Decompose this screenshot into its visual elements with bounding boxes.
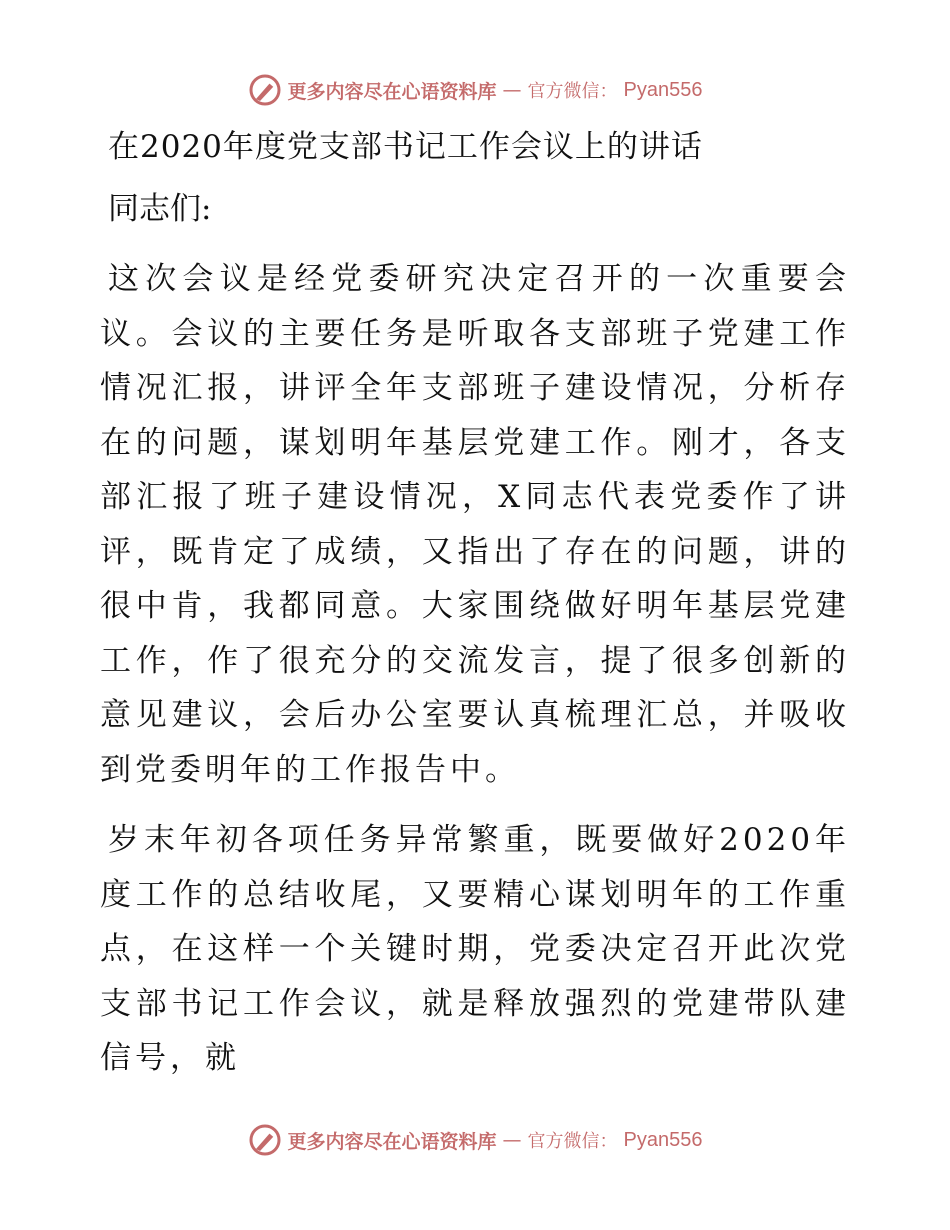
- watermark-separator: —: [502, 79, 522, 101]
- greeting: 同志们:: [108, 191, 212, 227]
- watermark-banner-top: [0, 70, 950, 110]
- pen-logo-icon: [248, 73, 282, 107]
- watermark-weixin-label: 官方微信：: [527, 1131, 618, 1152]
- watermark-banner-bottom: [0, 1120, 950, 1160]
- watermark-brand: 更多内容尽在心语资料库: [287, 80, 497, 103]
- document-body: [100, 118, 850, 1102]
- pen-logo-icon: [248, 1123, 282, 1157]
- document-title: 在2020年度党支部书记工作会议上的讲话: [108, 129, 703, 165]
- paragraph: 这次会议是经党委研究决定召开的一次重要会议。会议的主要任务是听取各支部班子党建工作情况汇报，讲评全年支部班子建设情况，分析存在的问题，谋划明年基层党建工作。刚才，各支部汇报了班子建设情况，X同志代表党委作了讲评，既肯定了成绩，又指出了存在的问题，讲的很中肯，我都同意。大家围绕做好明年基层党建工作，作了很充分的交流发言，提了很多创新的意见建议，会后办公室要认真梳理汇总，并吸收到党委明年的工作报告中。: [100, 261, 850, 788]
- watermark-weixin-label: 官方微信：: [527, 81, 618, 102]
- paragraph: 岁末年初各项任务异常繁重，既要做好2020年度工作的总结收尾，又要精心谋划明年的工作重点，在这样一个关键时期，党委决定召开此次党支部书记工作会议，就是释放强烈的党建带队建信号，就: [100, 822, 851, 1076]
- watermark-handle: Pyan556: [623, 1128, 703, 1151]
- watermark-brand: 更多内容尽在心语资料库: [287, 1130, 497, 1153]
- watermark-separator: —: [502, 1129, 522, 1151]
- watermark-handle: Pyan556: [623, 78, 703, 101]
